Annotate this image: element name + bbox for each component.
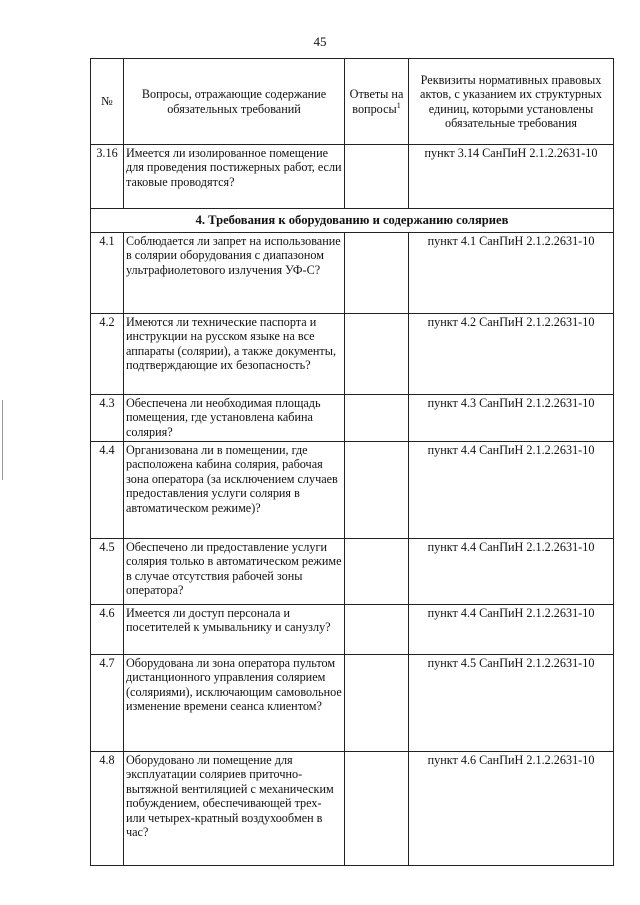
- row-answer: [345, 395, 409, 442]
- footnote-mark: 1: [396, 100, 401, 110]
- row-answer: [345, 233, 409, 314]
- scan-margin-mark: [2, 400, 3, 480]
- page-number: 45: [313, 34, 327, 49]
- row-ref: пункт 4.4 СанПиН 2.1.2.2631-10: [409, 539, 614, 605]
- section-row: [91, 209, 614, 233]
- row-ref: пункт 4.3 СанПиН 2.1.2.2631-10: [409, 395, 614, 442]
- row-ref: пункт 4.1 СанПиН 2.1.2.2631-10: [409, 233, 614, 314]
- row-question: Обеспечена ли необходимая площадь помещения, где установлена кабина солярия?: [124, 395, 345, 442]
- row-num: 4.6: [91, 605, 124, 655]
- row-question: Имеются ли технические паспорта и инструкции на русском языке на все аппараты (солярии), а также документы, подтверждающие их безопасность?: [124, 314, 345, 395]
- row-ref: пункт 4.4 СанПиН 2.1.2.2631-10: [409, 442, 614, 539]
- table-row: [91, 752, 614, 866]
- row-ref: пункт 3.14 СанПиН 2.1.2.2631-10: [409, 145, 614, 209]
- row-ref: пункт 4.5 СанПиН 2.1.2.2631-10: [409, 655, 614, 752]
- row-question: Имеется ли изолированное помещение для проведения постижерных работ, если таковые проводятся?: [124, 145, 345, 209]
- header-question: Вопросы, отражающие содержание обязательных требований: [124, 59, 345, 145]
- row-num: 4.7: [91, 655, 124, 752]
- row-question: Обеспечено ли предоставление услуги солярия только в автоматическом режиме в случае отсутствия рабочей зоны оператора?: [124, 539, 345, 605]
- table-row: [91, 655, 614, 752]
- table-row: [91, 539, 614, 605]
- row-question: Оборудовано ли помещение для эксплуатации соляриев приточно-вытяжной вентиляцией с механическим побуждением, обеспечивающей трех- или четырех-кратный воздухообмен в час?: [124, 752, 345, 866]
- table-row: [91, 605, 614, 655]
- requirements-table: [90, 58, 614, 866]
- table-header-row: [91, 59, 614, 145]
- row-answer: [345, 314, 409, 395]
- row-answer: [345, 752, 409, 866]
- header-ref: Реквизиты нормативных правовых актов, с указанием их структурных единиц, которыми установлены обязательные требования: [409, 59, 614, 145]
- row-num: 4.1: [91, 233, 124, 314]
- row-question: Оборудована ли зона оператора пультом дистанционного управления солярием (соляриями), исключающим самовольное изменение времени сеанса клиентом?: [124, 655, 345, 752]
- row-ref: пункт 4.2 СанПиН 2.1.2.2631-10: [409, 314, 614, 395]
- table-row: [91, 233, 614, 314]
- section-title: 4. Требования к оборудованию и содержанию соляриев: [91, 209, 614, 233]
- row-answer: [345, 605, 409, 655]
- row-num: 3.16: [91, 145, 124, 209]
- row-answer: [345, 655, 409, 752]
- row-num: 4.5: [91, 539, 124, 605]
- table-row: [91, 314, 614, 395]
- table-row: [91, 395, 614, 442]
- table-row: [91, 145, 614, 209]
- table-row: [91, 442, 614, 539]
- row-num: 4.8: [91, 752, 124, 866]
- row-num: 4.2: [91, 314, 124, 395]
- row-answer: [345, 539, 409, 605]
- row-num: 4.3: [91, 395, 124, 442]
- row-question: Соблюдается ли запрет на использование в солярии оборудования с диапазоном ультрафиолетового излучения УФ-С?: [124, 233, 345, 314]
- row-question: Имеется ли доступ персонала и посетителей к умывальнику и санузлу?: [124, 605, 345, 655]
- row-ref: пункт 4.6 СанПиН 2.1.2.2631-10: [409, 752, 614, 866]
- row-ref: пункт 4.4 СанПиН 2.1.2.2631-10: [409, 605, 614, 655]
- header-answer: Ответы на вопросы$^1$: [345, 59, 409, 145]
- row-answer: [345, 442, 409, 539]
- row-num: 4.4: [91, 442, 124, 539]
- row-question: Организована ли в помещении, где расположена кабина солярия, рабочая зона оператора (за исключением случаев предоставления услуги солярия в автоматическом режиме)?: [124, 442, 345, 539]
- header-num: №: [91, 59, 124, 145]
- row-answer: [345, 145, 409, 209]
